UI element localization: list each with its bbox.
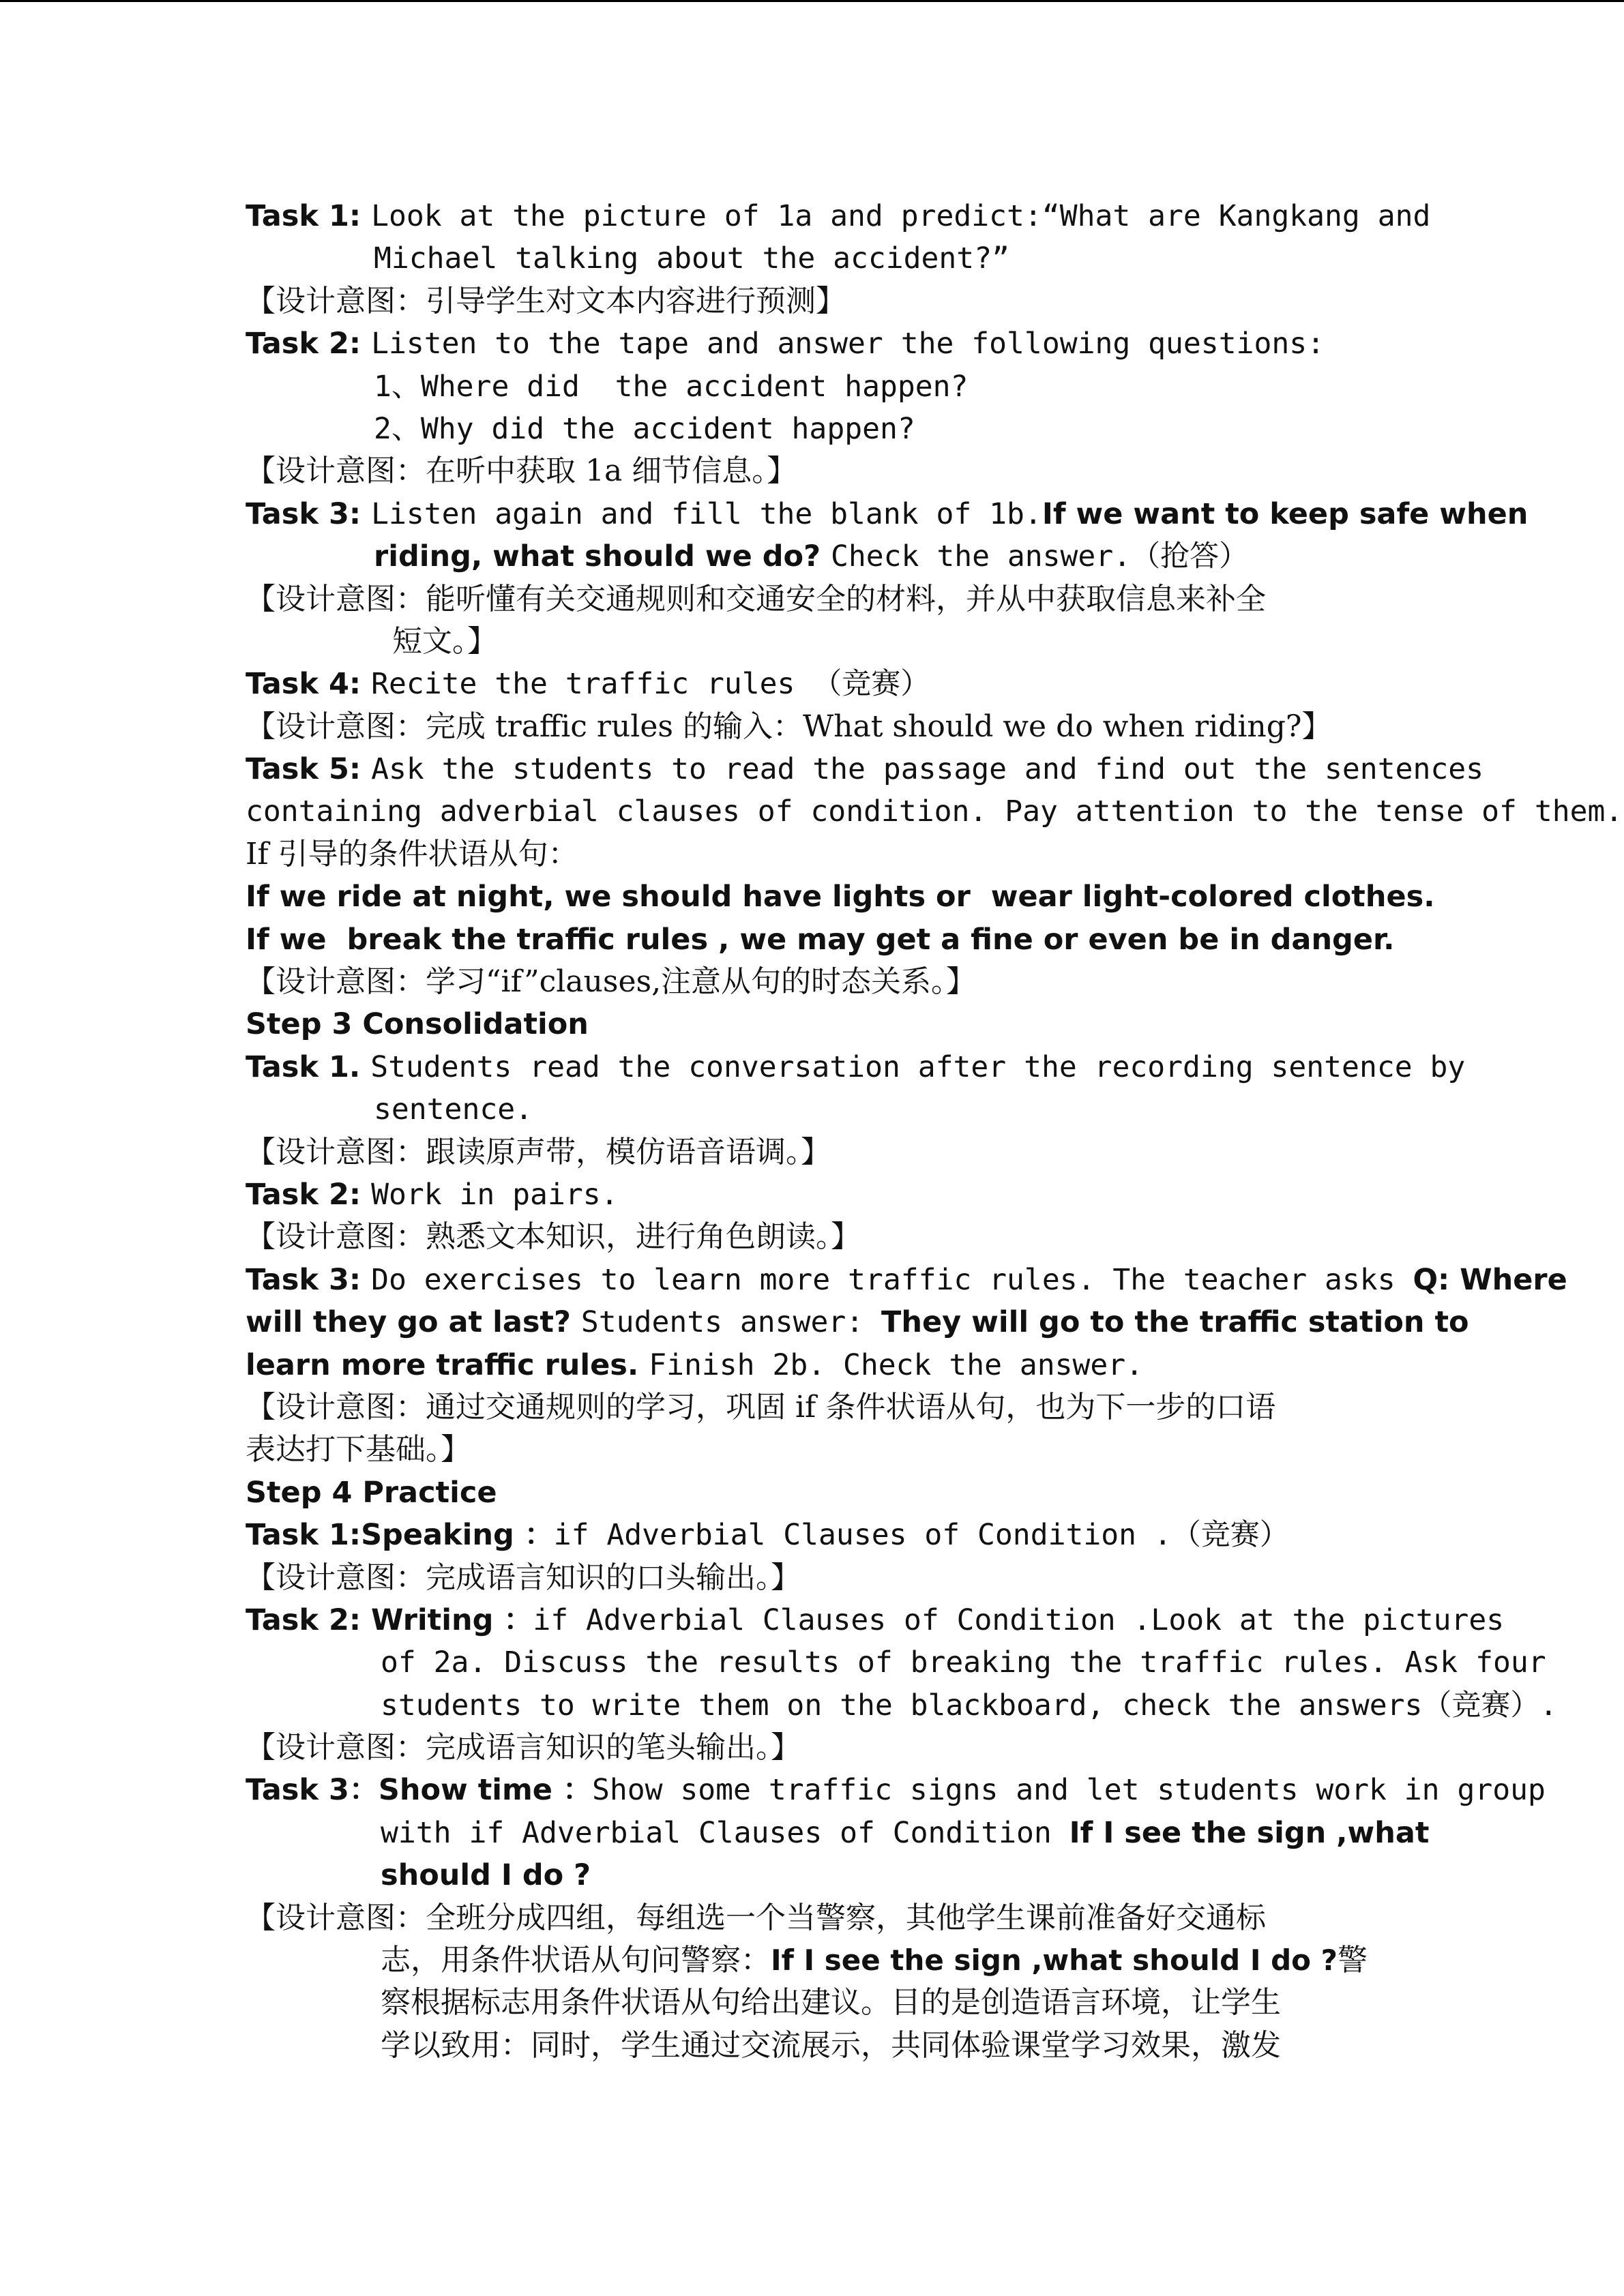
task-label: Task 1: — [246, 199, 372, 233]
heading-text: Step 3 Consolidation — [246, 1007, 589, 1042]
task-label: Task 1:Speaking ： — [246, 1518, 554, 1553]
bold-text: riding, what should we do? — [374, 539, 831, 574]
text: Michael talking about the accident?” — [374, 241, 1009, 276]
task-line — [246, 1174, 1381, 1216]
text: 【设计意图：全班分成四组，每组选一个当警察，其他学生课前准备好交通标 — [246, 1900, 1266, 1935]
bold-text: If I see the sign ,what should I do ? — [771, 1943, 1338, 1978]
task-line-cont — [246, 1684, 1558, 1727]
bold-text: If we break the traffic rules , we may get a fine or even be in danger. — [246, 922, 1395, 957]
text: 志，用条件状语从句问警察： — [381, 1943, 771, 1978]
example-sentence — [246, 919, 1395, 961]
text: sentence. — [374, 1092, 533, 1127]
design-intent — [246, 1557, 1381, 1599]
text: 短文。】 — [392, 623, 497, 659]
step-heading — [246, 1472, 1381, 1514]
task-label: Task 3: — [246, 496, 372, 531]
design-intent — [246, 961, 1381, 1003]
design-intent — [246, 1386, 1381, 1429]
bold-text: learn more traffic rules. — [246, 1347, 649, 1382]
bold-text: If I see the sign ,what — [1069, 1815, 1430, 1850]
text-line — [246, 833, 1381, 876]
task-line-cont — [246, 1641, 1546, 1684]
text: 【设计意图：在听中获取 1a 细节信息。】 — [246, 453, 797, 489]
text: Ask the students to read the passage and find out the sentences — [371, 752, 1484, 787]
text: 表达打下基础。】 — [246, 1432, 471, 1467]
bold-text: Q: Where — [1413, 1262, 1567, 1297]
task-line — [246, 323, 1381, 365]
question-item — [246, 366, 1381, 408]
text: Check the answer.（抢答） — [831, 539, 1249, 574]
text: Students read the conversation after the recording sentence by — [370, 1049, 1466, 1084]
text: with if Adverbial Clauses of Condition — [381, 1815, 1069, 1850]
task-line — [246, 195, 1431, 237]
step-heading — [246, 1003, 1381, 1045]
text-line — [246, 1301, 1469, 1343]
task-label: Task 3: — [246, 1262, 372, 1297]
text: 察根据标志用条件状语从句给出建议。目的是创造语言环境，让学生 — [381, 1985, 1281, 2021]
design-intent — [246, 280, 1381, 323]
text: Show some traffic signs and let students work in group — [591, 1773, 1546, 1808]
text: 1、Where did the accident happen? — [374, 369, 969, 404]
example-sentence — [246, 876, 1435, 918]
task-line — [246, 1514, 1381, 1556]
text: Finish 2b. Check the answer. — [649, 1347, 1144, 1382]
text-line — [246, 790, 1623, 833]
text: Do exercises to learn more traffic rules. The teacher asks — [371, 1262, 1413, 1297]
design-intent-cont — [246, 2025, 1381, 2067]
task-label: Task 2: Writing ： — [246, 1602, 533, 1637]
question-item — [246, 408, 1381, 450]
task-line — [246, 663, 1381, 705]
task-line — [246, 493, 1529, 535]
bold-text: If we ride at night, we should have lights or wear light-colored clothes. — [246, 880, 1435, 914]
text: 2、Why did the accident happen? — [374, 411, 915, 446]
task-line-cont — [246, 1088, 1381, 1131]
text: 【设计意图：通过交通规则的学习，巩固 if 条件状语从句，也为下一步的口语 — [246, 1389, 1276, 1425]
task-line-cont — [246, 1812, 1430, 1854]
task-label: Task 4: — [246, 667, 372, 702]
bold-text: will they go at last? — [246, 1305, 581, 1340]
text: Recite the traffic rules （竞赛） — [371, 667, 930, 702]
top-border-line — [0, 0, 1624, 2]
task-label: Task 1. — [246, 1049, 371, 1084]
text: 【设计意图：完成语言知识的口头输出。】 — [246, 1560, 801, 1595]
text: 【设计意图：能听懂有关交通规则和交通安全的材料，并从中获取信息来补全 — [246, 581, 1266, 616]
design-intent — [246, 1727, 1381, 1769]
text-line — [246, 1344, 1381, 1386]
design-intent — [246, 1897, 1381, 1939]
design-intent-cont — [246, 1982, 1381, 2024]
text: if Adverbial Clauses of Condition .（竞赛） — [553, 1518, 1289, 1553]
task-line-cont — [246, 535, 1381, 578]
design-intent — [246, 1131, 1381, 1174]
task-label: Task 3：Show time ： — [246, 1773, 592, 1808]
text: If 引导的条件状语从句： — [246, 836, 578, 871]
text: Look at the picture of 1a and predict:“What are Kangkang and — [371, 199, 1431, 233]
document-body — [246, 195, 1623, 2067]
text: 【设计意图：引导学生对文本内容进行预测】 — [246, 283, 846, 318]
text: of 2a. Discuss the results of breaking the traffic rules. Ask four — [381, 1645, 1546, 1680]
design-intent — [246, 450, 1381, 492]
text: 【设计意图：跟读原声带，模仿语音语调。】 — [246, 1134, 831, 1169]
text: containing adverbial clauses of condition. Pay attention to the tense of them. — [246, 794, 1623, 829]
task-label: Task 5: — [246, 752, 372, 787]
text: Listen to the tape and answer the following questions: — [371, 327, 1325, 361]
design-intent — [246, 578, 1381, 621]
design-intent-cont — [246, 621, 1381, 663]
task-line — [246, 1599, 1505, 1641]
text: Students answer: — [580, 1305, 882, 1340]
design-intent-cont — [246, 1429, 1381, 1471]
text: 【设计意图：熟悉文本知识，进行角色朗读。】 — [246, 1219, 861, 1255]
text: students to write them on the blackboard, check the answers（竞赛）. — [381, 1688, 1558, 1723]
text: 警 — [1338, 1943, 1368, 1978]
task-line — [246, 1259, 1567, 1301]
bold-text: If we want to keep safe when — [1042, 496, 1529, 531]
text: if Adverbial Clauses of Condition .Look at the pictures — [533, 1602, 1505, 1637]
design-intent-cont — [246, 1939, 1381, 1982]
task-line — [246, 1046, 1466, 1088]
text: 【设计意图：完成语言知识的笔头输出。】 — [246, 1730, 801, 1765]
design-intent — [246, 1216, 1381, 1258]
task-line — [246, 748, 1484, 790]
design-intent — [246, 706, 1381, 748]
heading-text: Step 4 Practice — [246, 1475, 497, 1510]
text: 学以致用：同时，学生通过交流展示，共同体验课堂学习效果，激发 — [381, 2027, 1281, 2063]
task-label: Task 2: — [246, 327, 372, 361]
text: Work in pairs. — [371, 1177, 619, 1212]
task-line-cont — [246, 1854, 1381, 1896]
bold-text: should I do ? — [381, 1858, 591, 1893]
bold-text: They will go to the traffic station to — [881, 1305, 1469, 1340]
task-label: Task 2: — [246, 1177, 372, 1212]
text: 【设计意图：学习“if”clauses,注意从句的时态关系。】 — [246, 964, 977, 1000]
text: 【设计意图：完成 traffic rules 的输入：What should we do when riding?】 — [246, 709, 1332, 744]
task-line-cont — [246, 237, 1381, 280]
task-line — [246, 1769, 1546, 1811]
text: Listen again and fill the blank of 1b. — [371, 496, 1042, 531]
